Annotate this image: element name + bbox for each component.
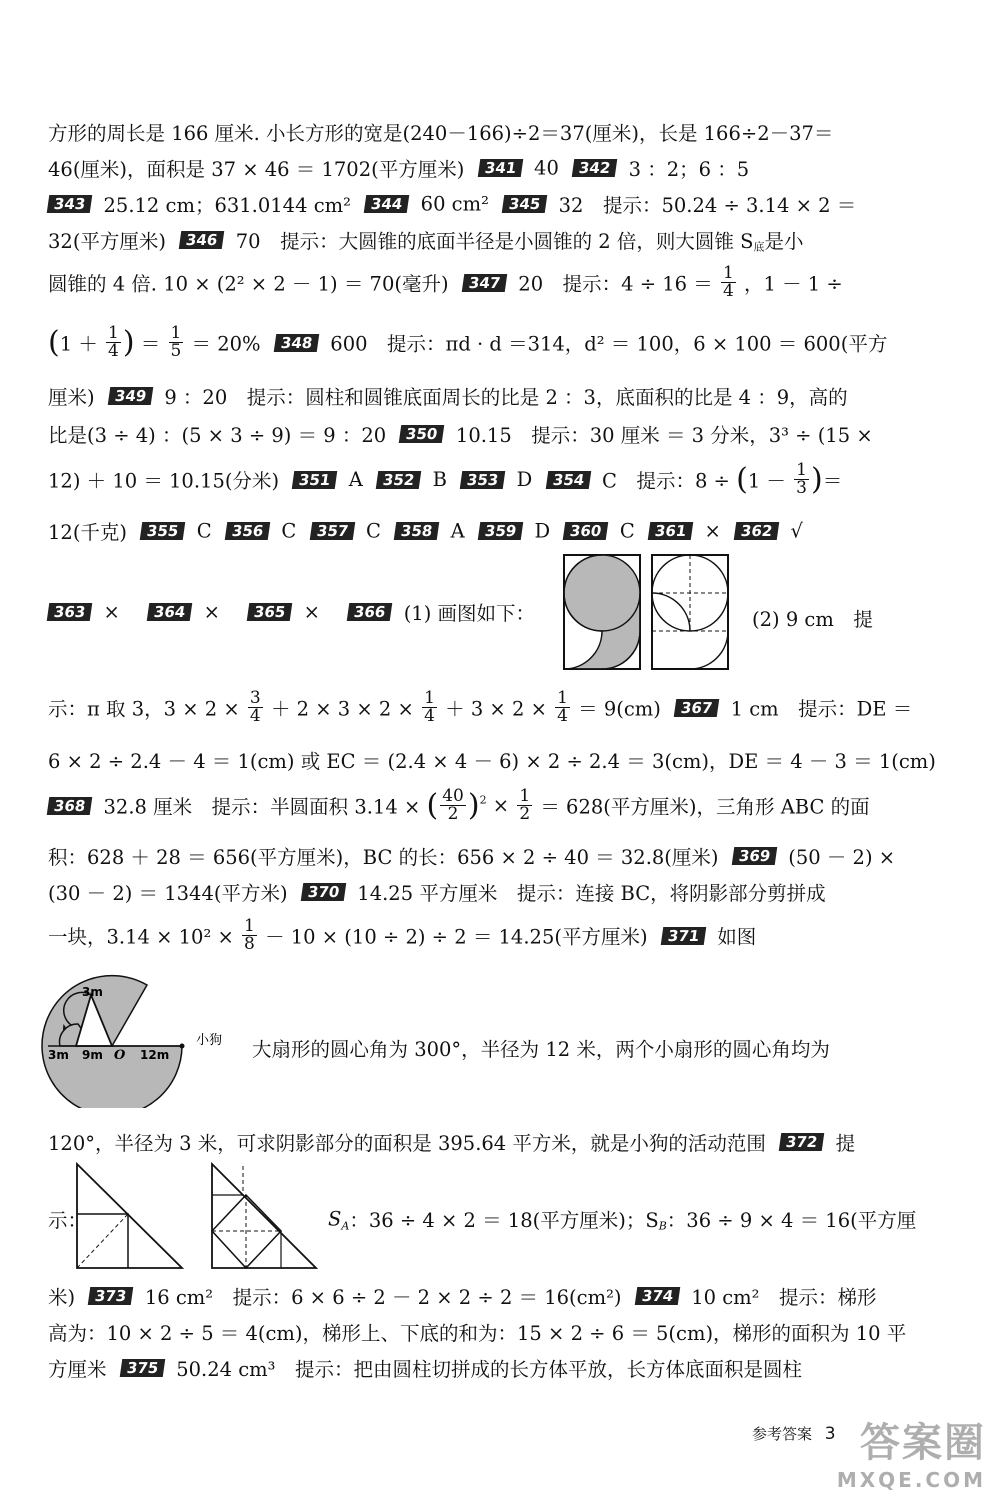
paren-close: ) — [467, 788, 480, 823]
fraction: $\frac{40}{2}$ — [442, 786, 464, 824]
subscript-text: A — [341, 1219, 350, 1233]
answer-text: C — [281, 519, 297, 543]
answer-text: C — [619, 519, 635, 543]
answer-text: ＋ 3 × 2 × — [445, 697, 547, 721]
answer-line — [48, 118, 958, 146]
question-number-badge: 341 — [477, 159, 523, 177]
triangle-figures — [74, 1160, 324, 1272]
question-number-badge: 346 — [179, 231, 225, 249]
answer-text: (1) 画图如下： — [403, 602, 536, 625]
answer-text: ，1 － 1 ÷ — [743, 272, 843, 296]
figure-label: O — [114, 1048, 126, 1063]
answer-text: 50.24 cm³ 提示：把由圆柱切拼成的长方体平放，长方体底面积是圆柱 — [176, 1358, 802, 1381]
answer-text: ：36 ÷ 9 × 4 ＝ 16(平方厘 — [666, 1209, 917, 1232]
paren-open: ( — [426, 788, 439, 823]
question-number-badge: 369 — [731, 847, 777, 865]
fraction: $\frac{3}{4}$ — [249, 688, 261, 726]
fraction: $\frac{1}{2}$ — [519, 786, 531, 824]
answer-line — [48, 154, 958, 182]
answer-line — [328, 1205, 958, 1233]
answer-text: D — [534, 519, 551, 543]
answer-text: 10 cm² 提示：梯形 — [691, 1286, 877, 1309]
question-number-badge: 363 — [47, 603, 93, 621]
answer-text: － 10 × (10 ÷ 2) ÷ 2 ＝ 14.25(平方厘米) — [265, 925, 648, 949]
question-number-badge: 358 — [394, 522, 440, 540]
answer-text: 60 cm² — [420, 192, 489, 216]
answer-text: C 提示：8 ÷ — [602, 469, 730, 493]
answer-text: 32(平方厘米) — [48, 230, 167, 253]
answer-line — [48, 190, 958, 218]
answer-text: 32.8 厘米 提示：半圆面积 3.14 × — [103, 795, 421, 819]
question-number-badge: 370 — [301, 883, 347, 901]
answer-text: 一块，3.14 × 10² × — [48, 925, 234, 949]
answer-text: 如图 — [717, 925, 757, 949]
answer-text: × — [704, 519, 721, 543]
subscript-text: 底 — [753, 240, 765, 254]
question-number-badge: 368 — [47, 797, 93, 815]
question-number-badge: 355 — [140, 522, 186, 540]
page-number: 3 — [824, 1424, 836, 1444]
figure-label: 9m — [82, 1048, 103, 1062]
answer-text: A — [348, 468, 363, 491]
fraction: $\frac{1}{4}$ — [108, 323, 119, 361]
answer-text: 3 ：2；6 ：5 — [628, 158, 750, 181]
watermark-logo — [837, 1411, 986, 1492]
answer-text: 1 － — [747, 469, 786, 493]
question-number-badge: 361 — [648, 522, 694, 540]
answer-text: 14.25 平方厘米 提示：连接 BC，将阴影部分剪拼成 — [357, 882, 826, 905]
footer-label: 参考答案 — [752, 1425, 813, 1443]
answer-text: × — [492, 794, 510, 817]
question-number-badge: 372 — [779, 1133, 825, 1151]
answer-line — [48, 1318, 958, 1346]
question-number-badge: 359 — [478, 522, 524, 540]
answer-line — [48, 420, 958, 448]
answer-text: 20 提示：4 ÷ 16 ＝ — [518, 272, 713, 296]
answer-line — [48, 226, 958, 254]
answer-text: 600 提示：πd · d ＝314，d² ＝ 100，6 × 100 ＝ 600(平方 — [330, 332, 888, 356]
answer-text: S — [328, 1207, 342, 1231]
answer-text: 厘米) — [48, 386, 95, 409]
answer-text: √ — [790, 519, 803, 543]
answer-line — [48, 462, 958, 497]
figure-label: 12m — [140, 1048, 170, 1062]
answer-text: 积：628 ＋ 28 ＝ 656(平方厘米)，BC 的长：656 × 2 ÷ 40 ＝ 32.8(厘米) — [48, 846, 719, 869]
answer-text: 方形的周长是 166 厘米. 小长方形的宽是(240－166)÷2＝37(厘米)，长是 166÷2－37＝ — [48, 122, 834, 145]
answer-line — [48, 325, 958, 360]
shaded-region — [564, 555, 640, 669]
answer-line — [48, 746, 958, 774]
answer-text: × — [103, 600, 120, 624]
answer-text: 70 提示：大圆锥的底面半径是小圆锥的 2 倍，则大圆锥 S — [235, 230, 754, 253]
watermark-text: 答案圈 — [860, 1420, 986, 1466]
answer-text: 方厘米 — [48, 1358, 107, 1381]
paren-open: ( — [736, 462, 748, 497]
answer-text: 12) ＋ 10 ＝ 10.15(分米) — [48, 469, 280, 493]
answer-text: 1 cm 提示：DE ＝ — [730, 697, 913, 721]
answer-text: 大扇形的圆心角为 300°，半径为 12 米，两个小扇形的圆心角均为 — [252, 1038, 830, 1061]
answer-text: ＝ 628(平方厘米)，三角形 ABC 的面 — [540, 795, 870, 819]
answer-line — [48, 1354, 958, 1382]
answer-text: 120°，半径为 3 米，可求阴影部分的面积是 395.64 平方米，就是小狗的活动范围 — [48, 1132, 766, 1155]
question-number-badge: 343 — [47, 195, 93, 213]
answer-text: ＝ 9(cm) — [578, 697, 661, 721]
answer-text: (2) 9 cm 提 — [752, 608, 873, 631]
answer-text: ＝ 20% — [191, 332, 261, 356]
answer-line — [48, 598, 568, 626]
answer-line — [48, 382, 958, 410]
question-number-badge: 356 — [225, 522, 271, 540]
question-number-badge: 351 — [292, 471, 338, 489]
answer-text: 1 ＋ — [59, 332, 98, 356]
watermark-url: MXQE.COM — [836, 1468, 986, 1492]
question-number-badge: 344 — [364, 195, 410, 213]
question-number-badge: 367 — [674, 699, 720, 717]
paren-open: ( — [48, 325, 60, 360]
fraction: $\frac{1}{4}$ — [557, 688, 568, 726]
answer-text: × — [203, 600, 220, 624]
answer-text: 9 ：20 提示：圆柱和圆锥底面周长的比是 2 ：3，底面积的比是 4 ：9，高的 — [164, 386, 848, 409]
fraction: $\frac{1}{3}$ — [796, 460, 807, 498]
dashed-line — [77, 1214, 128, 1268]
answer-text: 6 × 2 ÷ 2.4 － 4 ＝ 1(cm) 或 EC ＝ (2.4 × 4 － 6) × 2 ÷ 2.4 ＝ 3(cm)，DE ＝ 4 － 3 ＝ 1(cm) — [48, 750, 936, 773]
question-number-badge: 362 — [734, 522, 780, 540]
question-number-badge: 345 — [502, 195, 548, 213]
answer-text: 提 — [835, 1132, 856, 1155]
answer-text: (50 － 2) × — [788, 846, 896, 869]
answer-text: 10.15 提示：30 厘米 ＝ 3 分米，3³ ÷ (15 × — [455, 424, 873, 447]
answer-text: 是小 — [764, 230, 804, 253]
figure-label: 3m — [48, 1048, 69, 1062]
answer-text: (30 － 2) ＝ 1344(平方米) — [48, 882, 288, 905]
comma-shape-figure — [562, 553, 734, 671]
question-number-badge: 354 — [545, 471, 591, 489]
answer-text: D — [516, 468, 533, 491]
dog-range-figure — [40, 968, 240, 1108]
answer-text: C — [366, 519, 381, 543]
answer-text: ＝ — [140, 332, 161, 356]
answer-text: 32 提示：50.24 ÷ 3.14 × 2 ＝ — [558, 194, 857, 217]
answer-text: ：36 ÷ 4 × 2 ＝ 18(平方厘米)；S — [349, 1209, 659, 1232]
question-number-badge: 373 — [88, 1287, 134, 1305]
question-number-badge: 371 — [661, 927, 707, 945]
answer-text: 高为：10 × 2 ÷ 5 ＝ 4(cm)，梯形上、下底的和为：15 × 2 ÷ 6 ＝ 5(cm)，梯形的面积为 10 平 — [48, 1322, 907, 1345]
answer-line — [48, 788, 958, 823]
answer-text: 25.12 cm；631.0144 cm² — [103, 194, 351, 217]
fraction: $\frac{1}{8}$ — [244, 916, 255, 954]
answer-text: 比是(3 ÷ 4) ：(5 × 3 ÷ 9) ＝ 9 ：20 — [48, 424, 387, 447]
question-number-badge: 353 — [460, 471, 506, 489]
question-number-badge: 360 — [563, 522, 609, 540]
answer-line — [48, 878, 958, 906]
question-number-badge: 348 — [274, 334, 320, 352]
answer-text: 12(千克) — [48, 521, 128, 544]
answer-line — [48, 517, 958, 545]
question-number-badge: 364 — [147, 603, 193, 621]
fraction: $\frac{1}{4}$ — [424, 688, 435, 726]
answer-text: B — [432, 468, 447, 491]
triangle-b — [212, 1164, 316, 1268]
answer-text: C — [196, 519, 212, 543]
answer-line — [48, 842, 958, 870]
question-number-badge: 357 — [309, 522, 355, 540]
question-number-badge: 365 — [247, 603, 293, 621]
answer-text: × — [303, 600, 320, 624]
figure-label: 3m — [82, 985, 103, 999]
question-number-badge: 374 — [634, 1287, 680, 1305]
answer-line — [48, 690, 958, 725]
superscript: 2 — [479, 793, 487, 807]
answer-text: 16 cm² 提示：6 × 6 ÷ 2 － 2 × 2 ÷ 2 ＝ 16(cm²) — [144, 1286, 622, 1309]
question-number-badge: 350 — [399, 425, 445, 443]
triangle-a — [77, 1164, 182, 1268]
answer-line — [48, 1282, 958, 1310]
fraction: $\frac{1}{4}$ — [722, 263, 734, 301]
question-number-badge: 366 — [347, 603, 393, 621]
fraction: $\frac{1}{5}$ — [170, 323, 182, 361]
answer-text: A — [450, 519, 465, 543]
dog-point — [180, 1044, 185, 1049]
answer-line — [752, 604, 962, 632]
answer-text: 46(厘米)，面积是 37 × 46 ＝ 1702(平方厘米) — [48, 158, 465, 181]
answer-line — [48, 918, 958, 953]
subscript-text: B — [658, 1219, 667, 1233]
page-footer — [752, 1423, 836, 1444]
answer-text: 40 — [534, 156, 559, 180]
answer-text: 圆锥的 4 倍. 10 × (2² × 2 － 1) ＝ 70(毫升) — [48, 272, 449, 296]
answer-text: ＝ — [822, 469, 843, 493]
question-number-badge: 342 — [572, 159, 618, 177]
answer-line — [48, 265, 958, 300]
answer-line — [48, 1128, 958, 1156]
question-number-badge: 347 — [462, 274, 508, 292]
shape-outline — [690, 555, 728, 593]
answer-text: 米) — [48, 1286, 76, 1309]
answer-line — [252, 1034, 952, 1062]
question-number-badge: 352 — [376, 471, 422, 489]
figure-label: 小狗 — [196, 1033, 223, 1048]
answer-text: 示：π 取 3，3 × 2 × — [48, 697, 240, 721]
question-number-badge: 349 — [108, 387, 154, 405]
answer-text: ＋ 2 × 3 × 2 × — [270, 697, 414, 721]
question-number-badge: 375 — [119, 1359, 165, 1377]
paren-close: ) — [810, 462, 823, 497]
paren-close: ) — [122, 325, 135, 360]
answer-text: 示： — [48, 1209, 88, 1232]
